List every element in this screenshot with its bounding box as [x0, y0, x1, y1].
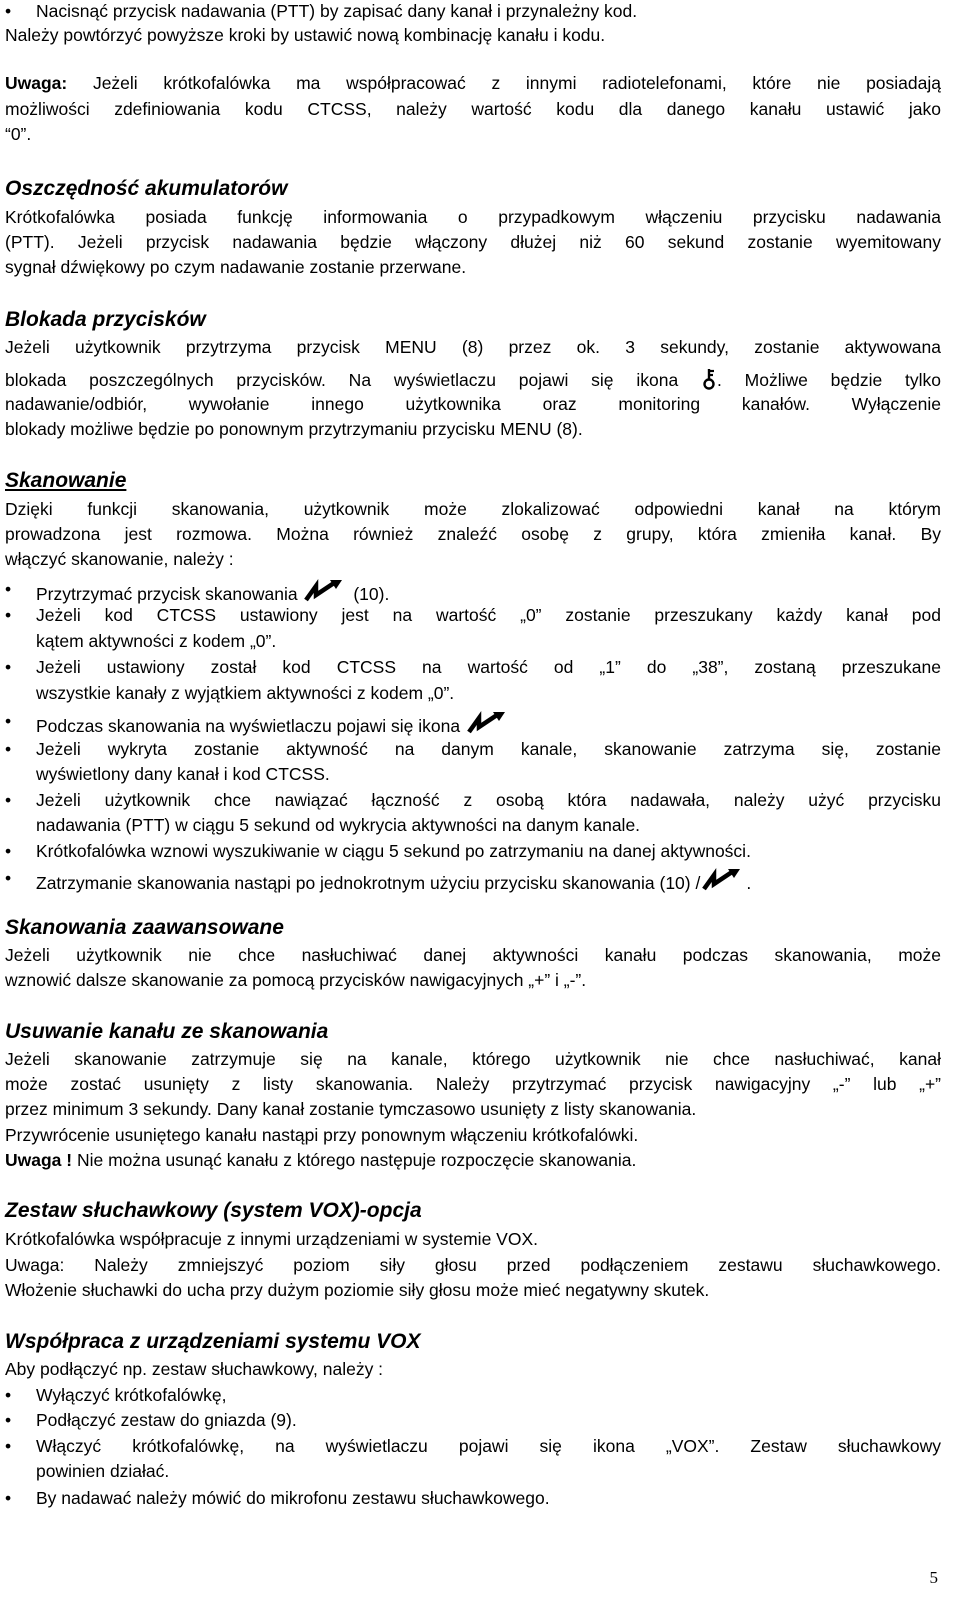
bullet: •	[5, 1436, 12, 1456]
note-text: Jeżeli krótkofalówka ma współpracować z innymi radiotelefonami, które nie posiadają	[67, 73, 941, 93]
headset-line-1: Krótkofalówka współpracuje z innymi urządzeniami w systemie VOX.	[5, 1229, 538, 1249]
bullet: •	[5, 1410, 12, 1430]
scan-bullet-6-line-1: Jeżeli użytkownik chce nawiązać łączność z osobą która nadawała, należy użyć przycisku	[36, 790, 941, 810]
advanced-line-2: wznowić dalsze skanowanie za pomocą przycisków nawigacyjnych „+” i „-”.	[5, 970, 587, 990]
scan-bullet-8-text: Zatrzymanie skanowania nastąpi po jednokrotnym użyciu przycisku skanowania (10) /	[36, 873, 701, 893]
note-label: Uwaga:	[5, 73, 68, 93]
scan-bullet-2-line-1: Jeżeli kod CTCSS ustawiony jest na wartość „0” zostanie przeszukany każdy kanał pod	[36, 605, 941, 625]
bullet: •	[5, 868, 12, 888]
intro-line-2: Należy powtórzyć powyższe kroki by ustawić nową kombinację kanału i kodu.	[5, 25, 606, 45]
bullet: •	[5, 1, 12, 21]
scan-line-1: Dzięki funkcji skanowania, użytkownik może zlokalizować odpowiedni kanał na którym	[5, 499, 941, 519]
key-lock-icon	[701, 368, 717, 395]
scan-bullet-3-line-2: wszystkie kanały z wyjątkiem aktywności z kodem „0”.	[36, 683, 455, 703]
scan-icon	[700, 867, 746, 898]
section-heading-headset: Zestaw słuchawkowy (system VOX)-opcja	[5, 1199, 422, 1222]
intro-line-1: Nacisnąć przycisk nadawania (PTT) by zapisać dany kanał i przynależny kod.	[36, 1, 638, 21]
page-number: 5	[929, 1568, 938, 1587]
remove-note	[5, 1149, 636, 1171]
section-heading-lock: Blokada przycisków	[5, 308, 206, 331]
lock-line-1: Jeżeli użytkownik przytrzyma przycisk MENU (8) przez ok. 3 sekundy, zostanie aktywowana	[5, 337, 941, 357]
scan-bullet-8	[36, 867, 752, 893]
bullet: •	[5, 1385, 12, 1405]
lock-line-4: blokady możliwe będzie po ponownym przytrzymaniu przycisku MENU (8).	[5, 419, 583, 439]
bullet: •	[5, 605, 12, 625]
section-heading-scan: Skanowanie	[5, 469, 127, 492]
section-heading-advanced-scan: Skanowania zaawansowane	[5, 916, 284, 939]
intro-note-line-3: “0”.	[5, 124, 32, 144]
battery-line-3: sygnał dźwiękowy po czym nadawanie zostanie przerwane.	[5, 257, 467, 277]
vox-bullet-4: By nadawać należy mówić do mikrofonu zestawu słuchawkowego.	[36, 1488, 550, 1508]
scan-bullet-1-text: Przytrzymać przycisk skanowania	[36, 584, 303, 604]
vox-bullet-3-line-1: Włączyć krótkofalówkę, na wyświetlaczu pojawi się ikona „VOX”. Zestaw słuchawkowy	[36, 1436, 941, 1456]
vox-bullet-1: Wyłączyć krótkofalówkę,	[36, 1385, 227, 1405]
remove-line-1: Jeżeli skanowanie zatrzymuje się na kanale, którego użytkownik nie chce nasłuchiwać, kanał	[5, 1049, 941, 1069]
scan-bullet-7: Krótkofalówka wznowi wyszukiwanie w ciągu 5 sekund po zatrzymaniu na danej aktywności.	[36, 841, 751, 861]
advanced-line-1: Jeżeli użytkownik nie chce nasłuchiwać danej aktywności kanału podczas skanowania, może	[5, 945, 941, 965]
lock-text-b: . Możliwe będzie tylko	[716, 370, 941, 390]
bullet: •	[5, 739, 12, 759]
scan-bullet-2-line-2: kątem aktywności z kodem „0”.	[36, 631, 277, 651]
scan-icon	[465, 710, 511, 741]
scan-bullet-5-line-2: wyświetlony dany kanał i kod CTCSS.	[36, 764, 330, 784]
intro-note-line-2: możliwości zdefiniowania kodu CTCSS, należy wartość kodu dla danego kanału ustawić jako	[5, 99, 941, 119]
scan-bullet-6-line-2: nadawania (PTT) w ciągu 5 sekund od wykrycia aktywności na danym kanale.	[36, 815, 641, 835]
scan-bullet-1	[36, 578, 390, 604]
battery-line-2: (PTT). Jeżeli przycisk nadawania będzie włączony dłużej niż 60 sekund zostanie wyemitowany	[5, 232, 941, 252]
remove-line-3: przez minimum 3 sekundy. Dany kanał zostanie tymczasowo usunięty z listy skanowania.	[5, 1099, 697, 1119]
intro-note-line-1	[5, 72, 941, 94]
remove-line-4: Przywrócenie usuniętego kanału nastąpi przy ponownym włączeniu krótkofalówki.	[5, 1125, 639, 1145]
headset-line-2: Uwaga: Należy zmniejszyć poziom siły głosu przed podłączeniem zestawu słuchawkowego.	[5, 1255, 941, 1275]
section-heading-remove-channel: Usuwanie kanału ze skanowania	[5, 1020, 329, 1043]
note-text: Nie można usunąć kanału z którego następuje rozpoczęcie skanowania.	[72, 1150, 637, 1170]
note-label: Uwaga !	[5, 1150, 73, 1170]
bullet: •	[5, 841, 12, 861]
bullet: •	[5, 790, 12, 810]
scan-bullet-4-text: Podczas skanowania na wyświetlaczu pojawi się ikona	[36, 716, 465, 736]
vox-line-1: Aby podłączyć np. zestaw słuchawkowy, należy :	[5, 1359, 384, 1379]
scan-bullet-4	[36, 710, 511, 736]
bullet: •	[5, 1488, 12, 1508]
bullet: •	[5, 579, 12, 599]
lock-text-a: blokada poszczególnych przycisków. Na wyświetlaczu pojawi się ikona	[5, 370, 701, 390]
remove-line-2: może zostać usunięty z listy skanowania. Należy przytrzymać przycisk nawigacyjny „-” lub „+”	[5, 1074, 941, 1094]
lock-line-3: nadawanie/odbiór, wywołanie innego użytkownika oraz monitoring kanałów. Wyłączenie	[5, 394, 941, 414]
scan-line-2: prowadzona jest rozmowa. Można również znaleźć osobę z grupy, która zmieniła kanał. By	[5, 524, 941, 544]
lock-line-2	[5, 368, 941, 390]
bullet: •	[5, 657, 12, 677]
scan-bullet-3-line-1: Jeżeli ustawiony został kod CTCSS na wartość od „1” do „38”, zostaną przeszukane	[36, 657, 941, 677]
battery-line-1: Krótkofalówka posiada funkcję informowania o przypadkowym włączeniu przycisku nadawania	[5, 207, 941, 227]
bullet: •	[5, 711, 12, 731]
headset-line-3: Włożenie słuchawki do ucha przy dużym poziomie siły głosu może mieć negatywny skutek.	[5, 1280, 710, 1300]
vox-bullet-3-line-2: powinien działać.	[36, 1461, 170, 1481]
scan-line-3: włączyć skanowanie, należy :	[5, 549, 234, 569]
scan-bullet-1-suffix: (10).	[348, 584, 390, 604]
vox-bullet-2: Podłączyć zestaw do gniazda (9).	[36, 1410, 297, 1430]
section-heading-vox: Współpraca z urządzeniami systemu VOX	[5, 1330, 421, 1353]
scan-bullet-8-suffix: .	[746, 873, 752, 893]
scan-bullet-5-line-1: Jeżeli wykryta zostanie aktywność na danym kanale, skanowanie zatrzyma się, zostanie	[36, 739, 941, 759]
section-heading-battery: Oszczędność akumulatorów	[5, 177, 288, 200]
